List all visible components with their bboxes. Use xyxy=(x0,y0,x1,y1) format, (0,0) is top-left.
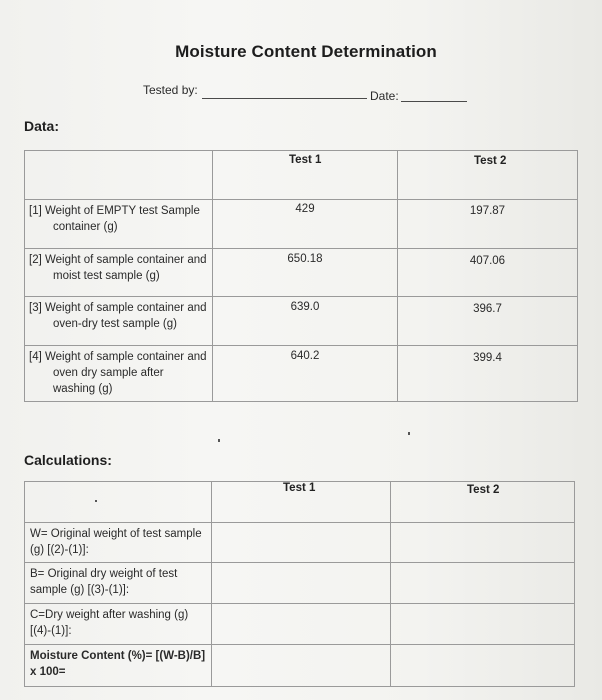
tested-by-label: Tested by: xyxy=(143,83,198,97)
tested-by-field[interactable] xyxy=(202,98,367,99)
value-cell[interactable]: 650.18 xyxy=(213,249,398,297)
row-label: [3] Weight of sample container and oven-dry test sample (g) xyxy=(25,297,213,346)
answer-cell[interactable] xyxy=(212,645,391,687)
table-row xyxy=(25,523,575,563)
row-label: Moisture Content (%)= [(W-B)/B] x 100= xyxy=(25,645,212,687)
table-row xyxy=(25,297,578,346)
table-header-row xyxy=(25,151,578,200)
header-test1: Test 1 xyxy=(212,482,391,523)
answer-cell[interactable] xyxy=(212,523,391,563)
table-row xyxy=(25,249,578,297)
data-heading: Data: xyxy=(24,118,60,134)
row-label: [1] Weight of EMPTY test Sample container (g) xyxy=(25,200,213,249)
header-cell-empty xyxy=(25,151,213,200)
table-row xyxy=(25,645,575,687)
answer-cell[interactable] xyxy=(391,563,575,604)
answer-cell[interactable] xyxy=(212,563,391,604)
calculations-heading: Calculations: xyxy=(24,452,112,468)
date-label: Date: xyxy=(370,89,399,103)
answer-cell[interactable] xyxy=(212,604,391,645)
value-cell[interactable]: 407.06 xyxy=(398,249,578,297)
value-cell[interactable]: 639.0 xyxy=(213,297,398,346)
answer-cell[interactable] xyxy=(391,523,575,563)
page-title: Moisture Content Determination xyxy=(175,42,437,61)
answer-cell[interactable] xyxy=(391,645,575,687)
data-table xyxy=(24,150,578,402)
table-row xyxy=(25,604,575,645)
header-cell-empty xyxy=(25,482,212,523)
calculations-table xyxy=(24,481,575,687)
answer-cell[interactable] xyxy=(391,604,575,645)
table-row xyxy=(25,346,578,402)
row-label: [4] Weight of sample container and oven dry sample after washing (g) xyxy=(25,346,213,402)
pencil-mark xyxy=(95,500,97,502)
value-cell[interactable]: 429 xyxy=(213,200,398,249)
row-label: C=Dry weight after washing (g) [(4)-(1)]: xyxy=(25,604,212,645)
value-cell[interactable]: 396.7 xyxy=(398,297,578,346)
table-row xyxy=(25,563,575,604)
pencil-mark xyxy=(408,432,410,435)
header-test2: Test 2 xyxy=(391,482,575,523)
table-header-row xyxy=(25,482,575,523)
pencil-mark xyxy=(218,439,220,442)
header-test1: Test 1 xyxy=(213,151,398,200)
date-field[interactable] xyxy=(401,101,467,102)
row-label: [2] Weight of sample container and moist test sample (g) xyxy=(25,249,213,297)
row-label: B= Original dry weight of test sample (g) [(3)-(1)]: xyxy=(25,563,212,604)
value-cell[interactable]: 399.4 xyxy=(398,346,578,402)
table-row xyxy=(25,200,578,249)
value-cell[interactable]: 197.87 xyxy=(398,200,578,249)
value-cell[interactable]: 640.2 xyxy=(213,346,398,402)
header-test2: Test 2 xyxy=(398,151,578,200)
row-label: W= Original weight of test sample (g) [(2)-(1)]: xyxy=(25,523,212,563)
